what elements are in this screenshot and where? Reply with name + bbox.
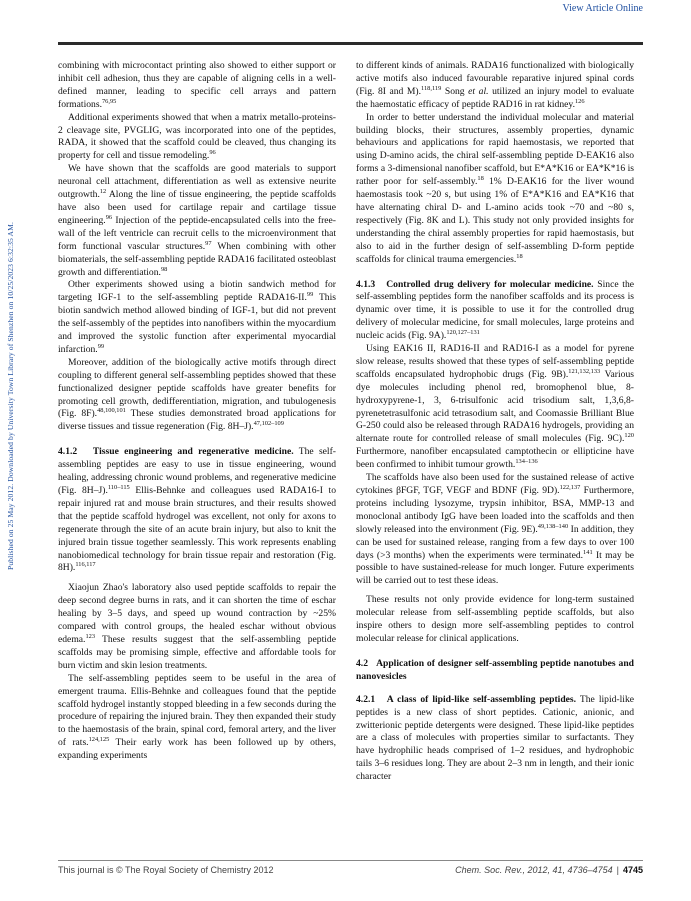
copyright-notice: This journal is © The Royal Society of Chemistry 2012: [58, 865, 274, 875]
paragraph: Additional experiments showed that when a matrix metallo-proteins-2 cleavage site, PVGLIG, was incorporated into one of the peptides, RADA, it showed that the scaffold could be cleaved, thus changing its property for cell and tissue remodeling.$^{96}$: [58, 111, 336, 162]
paragraph: Moreover, addition of the biologically active motifs through direct coupling to different general self-assembling peptides showed that these functionalized designer peptide scaffolds have greater benefits for promoting cell growth, dedifferentiation, migration, and tubulogenesis (Fig. 8F).$^{48,100,101}$ These studies demonstrated broad applications for diverse tissues and tissue regeneration (Fig. 8H–J).$^{47,102-109}$: [58, 356, 336, 433]
left-column: [58, 60, 336, 763]
paragraph: to different kinds of animals. RADA16 functionalized with biologically active motifs also induced favourable reparative injured spinal cords (Fig. 8I and M).$^{118,119}$ Song et al. utilized an injury model to evaluate the haemostatic efficacy of peptide RAD16 in rat kidney.$^{126}$: [356, 60, 634, 110]
section-4-1-3: 4.1.3 Controlled drug delivery for molecular medicine. Since the self-assembling peptides form the nanofiber scaffolds and its process is dynamic over time, it is possible to use it for the controlled drug delivery of molecular medicine, for small molecules, large proteins and nucleic acids (Fig. 9A).$^{120,127-131}$: [356, 278, 634, 342]
paragraph: In order to better understand the individual molecular and material building blocks, their structures, assembly properties, dynamic behaviours and applications for rapid haemostasis, we reported that using D-amino acids, the chiral self-assembling peptide D-EAK16 also forms a 3-dimensional nanofiber scaffold, but E*A*K16 or EA*K*16 is rather poor for self-assembly.$^{18}$ 1% D-EAK16 for the liver wound haemostasis took ~20 s, but using 1% of E*A*K16 and EA*K16 that have alternating chiral D- and L-amino acids took ~70 and ~80 s, respectively (Fig. 8K and L). This study not only provided insights for understanding the chiral assembly properties for rapid haemostasis, but also to aid in the further design of self-assembling D-form peptide scaffolds for clinical trauma emergencies.$^{18}$: [356, 111, 634, 265]
section-heading: 4.2.1 A class of lipid-like self-assembling peptides.: [356, 693, 577, 705]
right-column: [356, 60, 634, 784]
view-article-online-link[interactable]: View Article Online: [562, 3, 643, 14]
section-4-2-1: 4.2.1 A class of lipid-like self-assembling peptides. The lipid-like peptides is a new class of short peptides. Cationic, anionic, and zwitterionic peptide detergents were designed. These lipid-like peptides are a class of molecules with properties similar to surfactants. They have hydrophilic heads comprised of 1–2 residues, and hydrophobic tails 3–6 residues long. They are about 2–3 nm in length, and their ionic character: [356, 693, 634, 783]
paragraph: These results not only provide evidence for long-term sustained molecular release from self-assembling peptide scaffolds, but also inspire others to design more self-assembling peptides to control molecular release for clinical applications.: [356, 594, 634, 644]
section-4-1-2: 4.1.2 Tissue engineering and regenerative medicine. The self-assembling peptides are easy to use in tissue engineering, wound healing, addressing chronic wound problems, and regenerative medicine (Fig. 8H–J).$^{110-115}$ Ellis-Behnke and colleagues used RADA16-I to repair injured rat and mouse brain structures, and their results showed that the peptide scaffold hydrogel was excellent, not only for axons to regenerate through the site of an acute brain injury, but also to knit the injured brain tissue together seamlessly. This work represents enabling nanobiomedical technology for brain tissue repair and restoration (Fig. 8H).$^{116,117}$: [58, 446, 336, 574]
paragraph: Using EAK16 II, RAD16-II and RAD16-I as a model for pyrene slow release, results showed that these types of self-assembling peptide scaffolds encapsulated hydrophobic drugs (Fig. 9B).$^{121,132,133}$ Various dye molecules including phenol red, bromophenol blue, 8-hydroxypyrene-1, 3, 6-trisulfonic acid trisodium salt, 1,3,6,8-pyrenetetrasulfonic acid tetrasodium salt, and Coomassie Brilliant Blue G-250 could also be released through RADA16 hydrogels, providing an alternate route for controlled release of small molecules (Fig. 9C).$^{120}$ Furthermore, nanofiber encapsulated camptothecin or ellipticine have been confirmed to inhibit tumour growth.$^{134-136}$: [356, 343, 634, 471]
paragraph: We have shown that the scaffolds are good materials to support neuronal cell attachment, differentiation as well as extensive neurite outgrowth.$^{12}$ Along the line of tissue engineering, the peptide scaffolds have also been used for cartilage repair and cartilage tissue engineering.$^{96}$ Injection of the peptide-encapsulated cells into the free-wall of the left ventricle can recruit cells to the microenvironment that form functional vascular structures.$^{97}$ When combining with other biomaterials, the self-assembling peptide RADA16 facilitated osteoblast growth and differentiation.$^{98}$: [58, 163, 336, 278]
page-number: 4745: [622, 865, 643, 875]
paragraph: Xiaojun Zhao's laboratory also used peptide scaffolds to repair the deep second degree burns in rats, and it can shorten the time of eschar healing by 3–5 days, and speed up wound contraction by ~25% compared with control groups, the healed eschar without obvious edema.$^{123}$ These results suggest that the self-assembling peptide scaffolds may be promising simple, effective and affordable tools for burn victim and skin lesion treatments.: [58, 582, 336, 671]
paragraph: Other experiments showed using a biotin sandwich method for targeting IGF-1 to the self-assembling peptide RADA16-II.$^{99}$ This biotin sandwich method allowed binding of IGF-1, but did not prevent the self-assembly of the peptides into nanofibers within the myocardium and improved the systolic function after experimental myocardial infarction.$^{99}$: [58, 279, 336, 355]
paragraph: The scaffolds have also been used for the sustained release of active cytokines βFGF, TGF, VEGF and BDNF (Fig. 9D).$^{122,137}$ Furthermore, proteins including lysozyme, trypsin inhibitor, BSA, MMP-13 and monoclonal antibody IgG have been loaded into the scaffolds and then slowly released into the environment (Fig. 9E).$^{49,138-140}$ In addition, they can be used for sustained release, ranging from a few days to over 100 days (>3 months) when the experiments were terminated.$^{141}$ It may be possible to have sustained-release for much longer. Future experiments will be carried out to test these ideas.: [356, 472, 634, 587]
paragraph: The self-assembling peptides seem to be useful in the area of emergent trauma. Ellis-Behnke and colleagues found that the peptide scaffold hydrogel instantly stopped bleeding in a few seconds during the procedure of repairing the injured brain. They then expanded their study to the haemostasis of the brain, spinal cord, femoral artery, and the liver of rats.$^{124,125}$ Their early work has been followed up by others, expanding experiments: [58, 672, 336, 762]
paragraph: combining with microcontact printing also showed to either support or inhibit cell adhesion, thus they are capable of aligning cells in a well-defined manner, leading to specific cell arrays and pattern formations.$^{76,95}$: [58, 60, 336, 110]
section-4-2-heading: 4.2 Application of designer self-assembling peptide nanotubes and nanovesicles: [356, 657, 634, 682]
section-heading: 4.1.3 Controlled drug delivery for molecular medicine.: [356, 278, 594, 290]
journal-citation: Chem. Soc. Rev., 2012, 41, 4736–4754 | 4745: [455, 865, 643, 875]
footer-rule: [58, 860, 643, 861]
header-rule: [58, 42, 643, 45]
download-side-note: Published on 25 May 2012. Downloaded by University Town Library of Shenzhen on 10/25/2023 6:32:35 AM.: [6, 222, 15, 570]
section-heading: 4.1.2 Tissue engineering and regenerative medicine.: [58, 446, 294, 458]
